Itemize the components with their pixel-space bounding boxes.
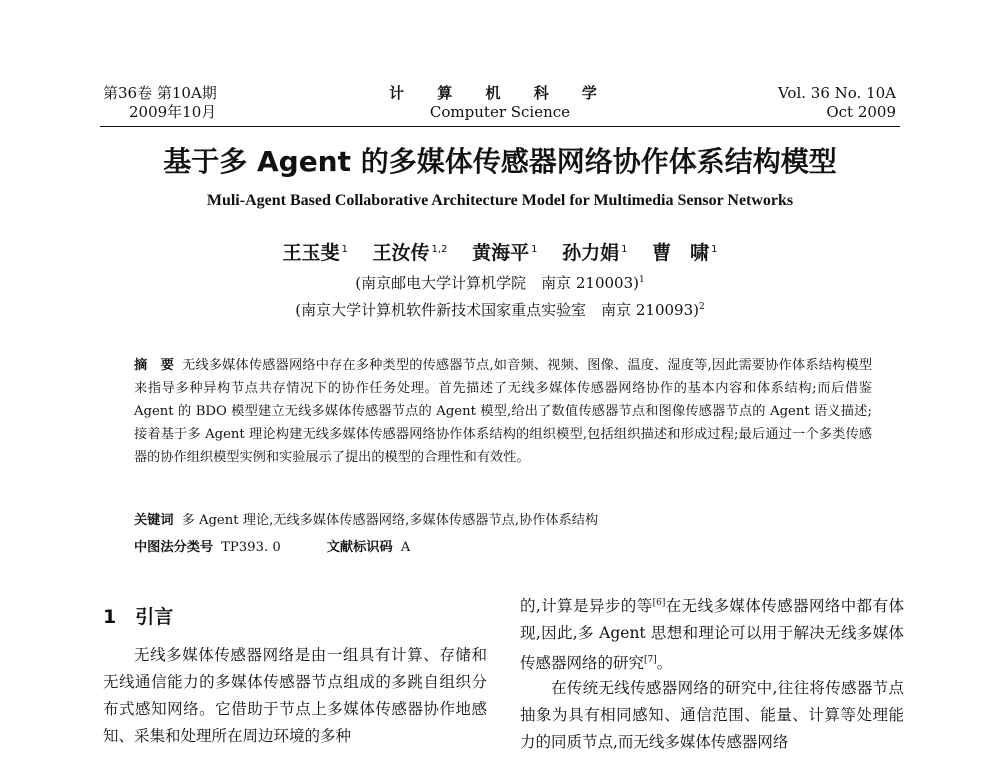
keywords [134, 509, 872, 532]
author: 王玉斐 $^1$ [282, 242, 348, 264]
journal-name-en: Computer Science [429, 103, 571, 121]
classification [134, 536, 872, 559]
classification-label: 中图法分类号 [134, 540, 214, 555]
author-list [0, 238, 1000, 265]
paper-title-en: Muli-Agent Based Collaborative Architecture Model for Multimedia Sensor Networks [206, 192, 794, 209]
date-en: Oct 2009 [826, 103, 896, 121]
doc-code-value: A [400, 540, 411, 555]
doc-code-label: 文献标识码 [326, 540, 393, 555]
author: 孙力娟 $^1$ [562, 242, 628, 264]
keywords-label: 关键词 [134, 513, 174, 528]
volume-en: Vol. 36 No. 10A [777, 84, 896, 102]
header-right [778, 84, 896, 122]
keywords-text: 多 Agent 理论,无线多媒体传感器网络,多媒体传感器节点,协作体系结构 [181, 513, 599, 528]
journal-name-cn: 计 算 机 科 学 [389, 84, 611, 102]
paper-title-cn: 基于多 Agent 的多媒体传感器网络协作体系结构模型 [163, 145, 837, 178]
author: 黄海平 $^1$ [472, 242, 538, 264]
author: 曹 啸 $^1$ [652, 242, 718, 264]
citation[interactable]: [7] [644, 655, 657, 666]
volume-issue: 第36卷 第10A期 [103, 84, 217, 102]
citation[interactable]: [6] [652, 598, 666, 608]
date-cn: 2009年10月 [129, 103, 217, 121]
abstract-label: 摘 要 [134, 358, 175, 373]
abstract-text: 无线多媒体传感器网络中存在多种类型的传感器节点,如音频、视频、图像、温度、湿度等,因此需要协作体系结构模型来指导多种异构节点共存情况下的协作任务处理。首先描述了无线多媒体传感器网络协作的基本内容和体系结构;而后借鉴 Agent 的 BDO 模型建立无线多媒体传感器节点的 Agent 模型,给出了数值传感器节点和图像传感器节点的 Agent 语义描述;接着基于多 Agent 理论构建无线多媒体传感器网络协作体系结构的组织模型,包括组织描述和形成过程;最后通过一个多类传感器的协作组织模型实例和实验展示了提出的模型的合理性和有效性。 [134, 358, 873, 465]
section-heading: 1 引言 [103, 606, 174, 628]
author: 王汝传 $^{1,2}$ [372, 242, 448, 264]
body-paragraph: 在传统无线传感器网络的研究中,往往将传感器节点抽象为具有相同感知、通信范围、能量、计算等处理能力的同质节点,而无线多媒体传感器网络 [520, 679, 904, 751]
classification-value: TP393. 0 [221, 540, 281, 555]
body-paragraph: 的,计算是异步的等[6]在无线多媒体传感器网络中都有体现,因此,多 Agent 思想和理论可以用于解决无线多媒体传感器网络的研究[7]。 [520, 597, 904, 673]
body-paragraph: 无线多媒体传感器网络是由一组具有计算、存储和无线通信能力的多媒体传感器节点组成的多跳自组织分布式感知网络。它借助于节点上多媒体传感器协作地感知、采集和处理所在周边环境的多种 [103, 646, 487, 745]
affiliation: (南京邮电大学计算机学院 南京 210003)$^1$ [355, 274, 645, 292]
header-divider [100, 126, 900, 127]
affiliation: (南京大学计算机软件新技术国家重点实验室 南京 210093)$^2$ [295, 301, 705, 319]
abstract [134, 354, 872, 469]
